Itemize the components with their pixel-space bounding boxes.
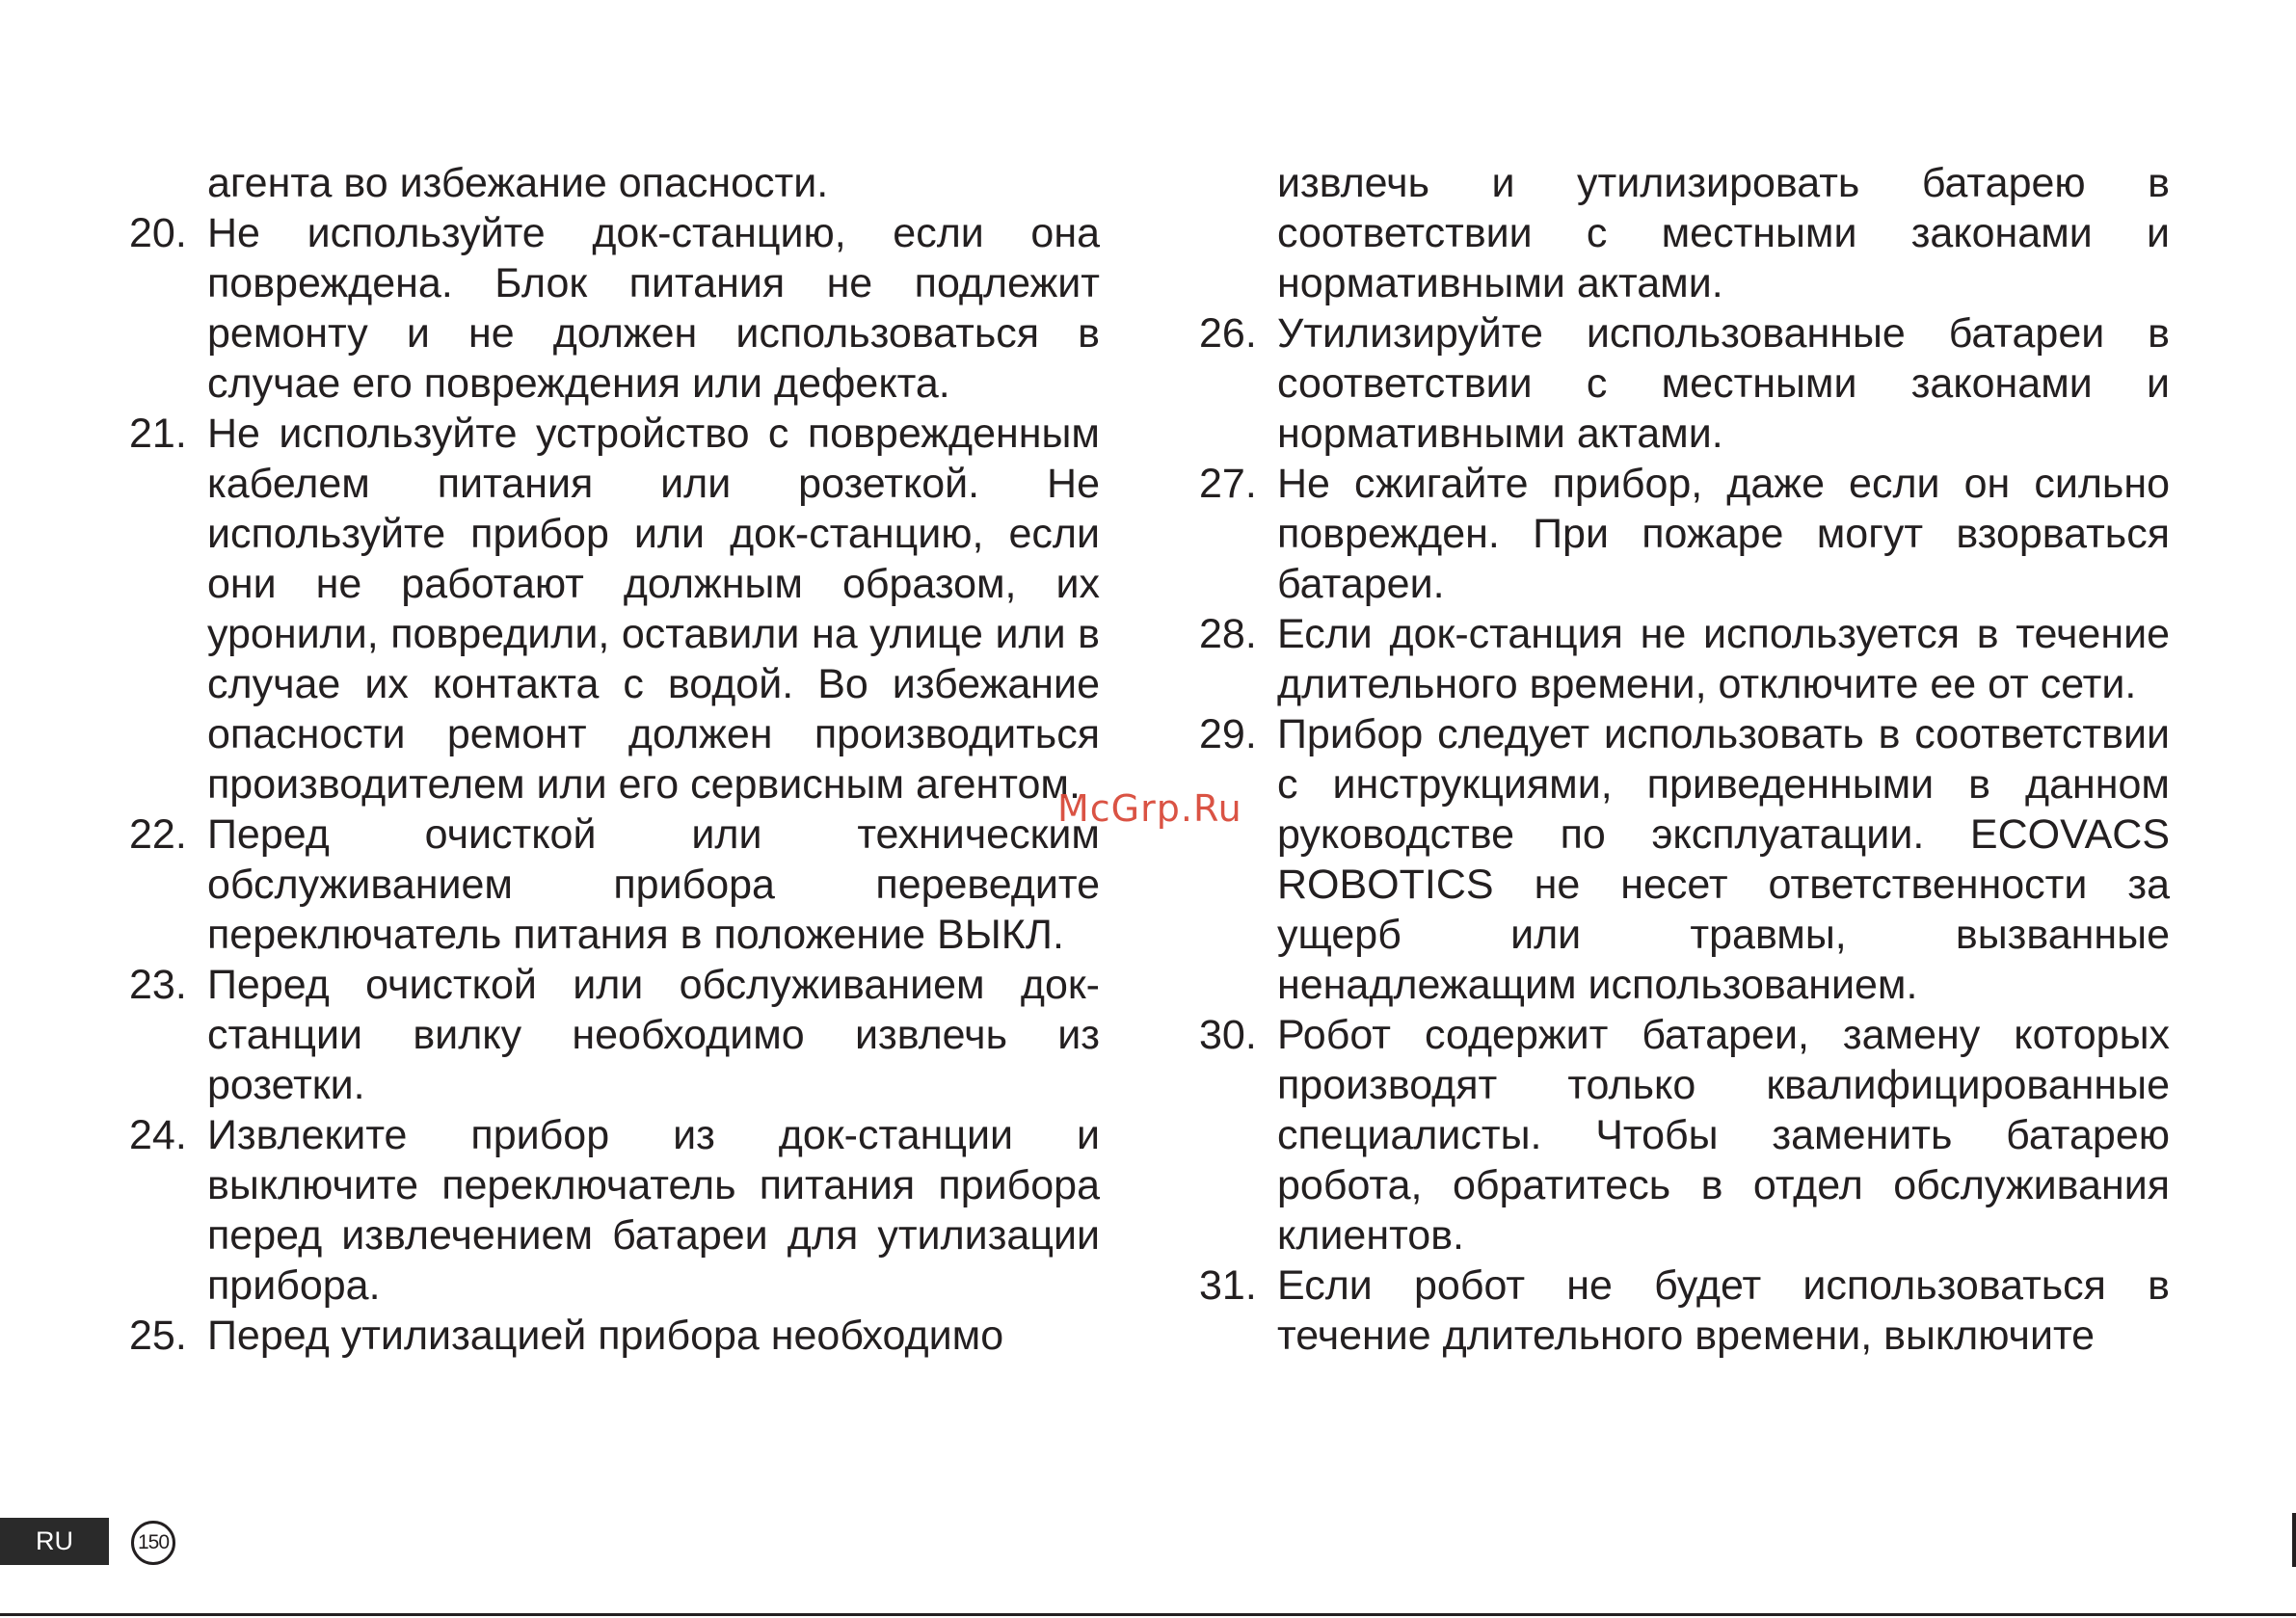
item-number: 28. [1199, 611, 1257, 657]
item-number: 29. [1199, 711, 1257, 757]
page-number: 150 [131, 1521, 175, 1565]
list-item [1199, 609, 2170, 709]
list-item [129, 409, 1100, 809]
left-continuation-text: агента во избежание опасности. [207, 160, 829, 206]
item-number: 24. [129, 1112, 187, 1158]
item-number: 22. [129, 811, 187, 858]
item-text: Не используйте устройство с поврежденным кабелем питания или розеткой. Не используйте прибор или док-станцию, если они не работают должным образом, их уронили, повредили, оставили на улице или в случае их контакта с водой. Во избежание опасности ремонт должен производиться производителем или его сервисным агентом. [207, 411, 1100, 808]
item-text: Не сжигайте прибор, даже если он сильно поврежден. При пожаре могут взорваться батареи. [1277, 461, 2170, 607]
item-text: Перед очисткой или техническим обслуживанием прибора переведите переключатель питания в положение ВЫКЛ. [207, 811, 1100, 958]
list-item [1199, 308, 2170, 459]
edge-mark [2292, 1513, 2296, 1567]
item-text: Не используйте док-станцию, если она повреждена. Блок питания не подлежит ремонту и не должен использоваться в случае его повреждения или дефекта. [207, 210, 1100, 407]
left-column [129, 158, 1100, 1361]
watermark: McGrp.Ru [1057, 787, 1242, 830]
item-text: Если док-станция не используется в течение длительного времени, отключите ее от сети. [1277, 611, 2170, 707]
item-text: Прибор следует использовать в соответствии с инструкциями, приведенными в данном руководстве по эксплуатации. ECOVACS ROBOTICS не несет ответственности за ущерб или травмы, вызванные ненадлежащим использованием. [1277, 711, 2170, 1008]
list-item [129, 208, 1100, 409]
item-text: Если робот не будет использоваться в течение длительного времени, выключите [1277, 1262, 2170, 1359]
item-number: 30. [1199, 1012, 1257, 1058]
item-text: Перед утилизацией прибора необходимо [207, 1313, 1004, 1359]
bottom-divider [0, 1613, 2296, 1616]
item-text: Робот содержит батареи, замену которых производят только квалифицированные специалисты. Чтобы заменить батарею робота, обратитесь в отдел обслуживания клиентов. [1277, 1012, 2170, 1259]
item-number: 23. [129, 962, 187, 1008]
right-continuation-text: извлечь и утилизировать батарею в соответствии с местными законами и нормативными актами. [1277, 160, 2170, 306]
item-number: 25. [129, 1313, 187, 1359]
list-item [1199, 1010, 2170, 1260]
item-number: 26. [1199, 310, 1257, 357]
item-number: 21. [129, 411, 187, 457]
list-item [1199, 459, 2170, 609]
list-item [129, 809, 1100, 960]
language-badge: RU [0, 1518, 109, 1565]
item-number: 20. [129, 210, 187, 256]
right-column [1199, 158, 2170, 1361]
list-item [129, 1311, 1100, 1361]
item-number: 31. [1199, 1262, 1257, 1309]
list-item [129, 1110, 1100, 1311]
list-item [129, 960, 1100, 1110]
item-text: Перед очисткой или обслуживанием док-станции вилку необходимо извлечь из розетки. [207, 962, 1100, 1108]
item-text: Утилизируйте использованные батареи в соответствии с местными законами и нормативными актами. [1277, 310, 2170, 457]
list-item [1199, 1260, 2170, 1361]
list-item [1199, 709, 2170, 1010]
item-number: 27. [1199, 461, 1257, 507]
item-text: Извлеките прибор из док-станции и выключите переключатель питания прибора перед извлечением батареи для утилизации прибора. [207, 1112, 1100, 1309]
